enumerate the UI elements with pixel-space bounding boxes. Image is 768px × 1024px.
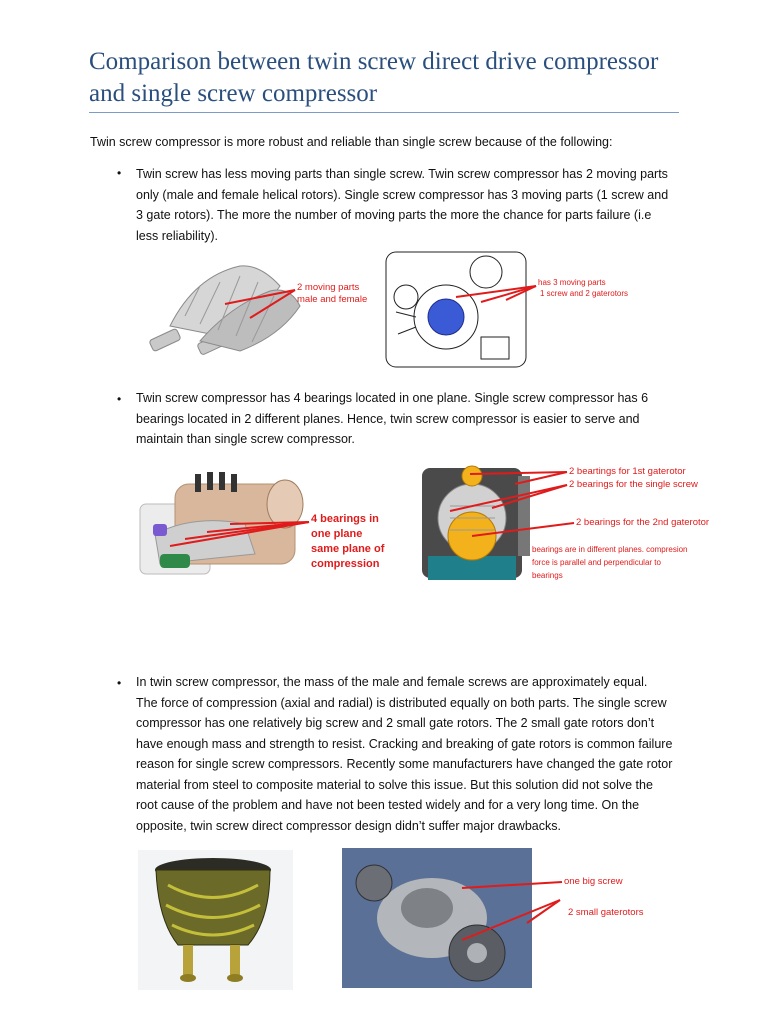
fig3b-label: 2 small gaterotors (568, 907, 644, 918)
fig2b-label: bearings are in different planes. compresion (532, 545, 688, 554)
fig2b-label: force is parallel and perpendicular to (532, 558, 661, 567)
page-title: Comparison between twin screw direct drive compressor and single screw compressor (89, 48, 659, 107)
bullet-3-line: reason for single screw compressors. Recently some manufacturers have changed the gate rotor (136, 757, 673, 771)
fig2a-label: same plane of (311, 543, 385, 555)
bullet-3-line: root cause of the problem and have not been tested widely and for a very long time. On the (136, 798, 640, 812)
fig1b-label: 1 screw and 2 gaterotors (540, 289, 629, 298)
bullet-1-line: only (male and female helical rotors). Single screw compressor has 3 moving parts (1 screw and (136, 187, 669, 202)
fig2a-label: compression (311, 558, 380, 570)
bullet-3-text (136, 672, 672, 836)
title-divider (89, 112, 679, 113)
bullet-1-line: less reliability). (136, 228, 218, 243)
bullet-1-line: 3 gate rotors). The more the number of moving parts the more the chance for parts failure (i.e (136, 208, 652, 222)
bullet-3-line: have enough mass and strength to resist. Cracking and breaking of gate rotors is common failure (136, 736, 673, 751)
bullet-1-text (136, 164, 668, 246)
bullet-marker: • (117, 392, 122, 406)
bullet-3-line: compressor has one relatively big screw and 2 small gate rotors. The 2 small gate rotors don’t (136, 716, 655, 730)
twin-screw-rotors-image (140, 246, 370, 376)
fig2a-label: 4 bearings in (311, 513, 379, 525)
fig3b-label: one big screw (564, 876, 623, 887)
fig2b-label: bearings (532, 571, 563, 580)
bullet-3-line: material from steel to composite material to solve this issue. But this solution did not solve the (136, 777, 653, 792)
bullet-1-line: Twin screw has less moving parts than single screw. Twin screw compressor has 2 moving parts (136, 167, 668, 181)
fig2b-label: 2 bearings for the single screw (569, 479, 698, 490)
bullet-marker: • (117, 676, 122, 690)
bullet-2-line: bearings located in 2 different planes. Hence, twin screw compressor is easier to serve and (136, 411, 640, 426)
bullet-3-line: The force of compression (axial and radial) is distributed equally on both parts. The single screw (136, 695, 667, 710)
single-screw-photo (342, 848, 687, 988)
fig1a-label: male and female (297, 294, 368, 305)
bullet-marker: • (117, 166, 122, 180)
bullet-2-line: Twin screw compressor has 4 bearings located in one plane. Single screw compressor has 6 (136, 391, 649, 405)
bullet-3-line: opposite, twin screw direct compressor design didn’t suffer major drawbacks. (136, 818, 561, 833)
bullet-2-text (136, 388, 648, 450)
twin-screw-cutaway-image (135, 464, 395, 606)
fig1b-label: has 3 moving parts (538, 278, 606, 287)
bullet-2-line: maintain than single screw compressor. (136, 432, 355, 446)
twin-rotor-render-image (138, 850, 293, 990)
fig1a-label: 2 moving parts (297, 282, 360, 293)
single-screw-drawing (376, 242, 636, 377)
fig2b-label: 2 beartings for 1st gaterotor (569, 466, 686, 477)
intro-paragraph: Twin screw compressor is more robust and reliable than single screw because of the following: (90, 135, 613, 149)
bullet-3-line: In twin screw compressor, the mass of the male and female screws are approximately equal. (136, 675, 648, 689)
single-screw-cutaway-image (410, 456, 750, 591)
fig2a-label: one plane (311, 528, 363, 540)
fig2b-label: 2 bearings for the 2nd gaterotor (576, 517, 710, 528)
